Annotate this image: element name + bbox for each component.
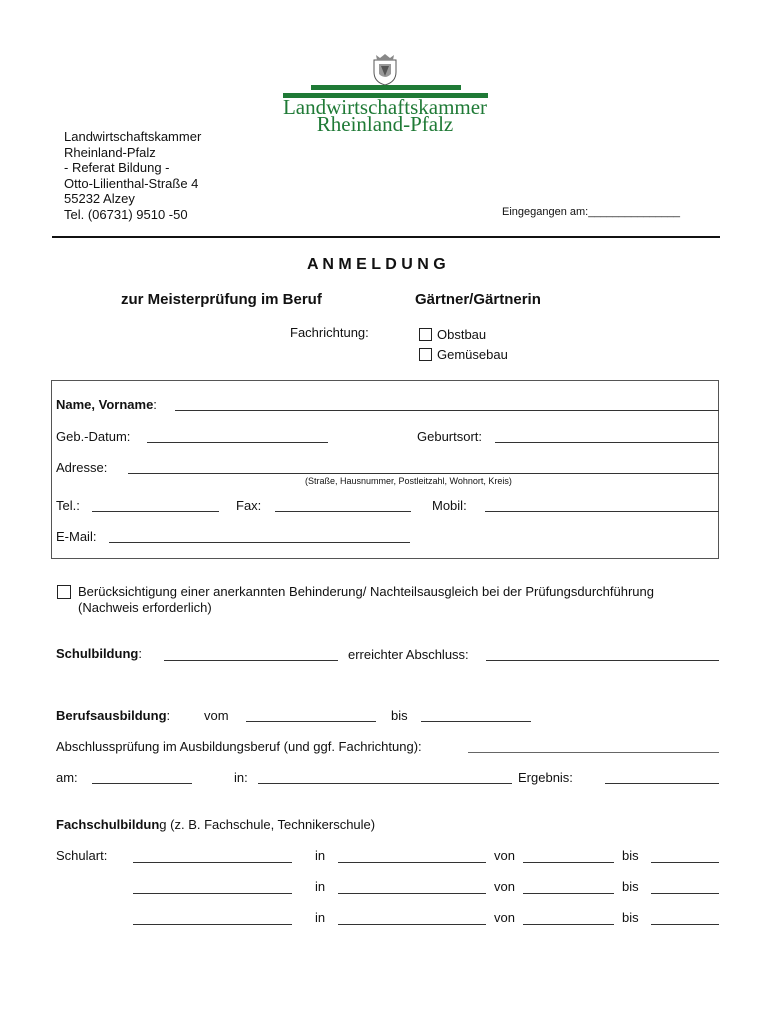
logo [283,50,488,135]
name-label-colon: : [153,397,157,412]
checkbox-gemuesebau[interactable] [419,348,432,361]
fax-field[interactable] [275,511,411,512]
school-label-colon: : [138,646,142,661]
address-line-2: Rheinland-Pfalz [64,144,156,160]
header-divider [52,236,720,238]
exam-field[interactable] [468,752,719,753]
school-from-label-3: von [494,910,515,925]
degree-field[interactable] [486,660,719,661]
school-field[interactable] [164,660,338,661]
training-label [56,708,170,723]
training-to-label: bis [391,708,408,723]
training-label-text: Berufsausbildung [56,708,167,723]
school-in-field-1[interactable] [338,862,486,863]
received-date-label[interactable]: Eingegangen am:_______________ [502,206,680,218]
dob-field[interactable] [147,442,328,443]
checkbox-disability[interactable] [57,585,71,599]
exam-result-label: Ergebnis: [518,770,573,785]
school-to-field-1[interactable] [651,862,719,863]
birthplace-label: Geburtsort: [417,429,483,444]
exam-date-label: am: [56,770,78,785]
checkbox-obstbau[interactable] [419,328,432,341]
school-type-field-3[interactable] [133,924,292,925]
school-from-field-1[interactable] [523,862,614,863]
logo-bar-top [311,85,461,90]
address-field[interactable] [128,473,719,474]
subtitle-right: Gärtner/Gärtnerin [415,291,541,308]
name-label [56,397,157,412]
school-in-label-1: in [315,848,326,863]
exam-date-field[interactable] [92,783,192,784]
school-from-label-1: von [494,848,515,863]
school-in-field-2[interactable] [338,893,486,894]
training-to-field[interactable] [421,721,531,722]
name-field[interactable] [175,410,719,411]
exam-place-label: in: [234,770,248,785]
address-line-3: - Referat Bildung - [64,160,170,175]
school-to-field-3[interactable] [651,924,719,925]
school-to-field-2[interactable] [651,893,719,894]
option-obstbau: Obstbau [437,327,487,342]
school-label [56,646,142,661]
training-from-label: vom [204,708,229,723]
address-line-5: 55232 Alzey [64,191,135,206]
logo-line1: Landwirtschaftskammer [282,95,488,119]
address-line-6: Tel. (06731) 9510 -50 [64,206,188,222]
disability-line1: Berücksichtigung einer anerkannten Behinderung/ Nachteilsausgleich bei der Prüfungsdurchführung [78,584,654,599]
coat-of-arms-icon [371,52,399,86]
sender-address [64,129,201,222]
school-to-label-3: bis [622,910,639,925]
technical-school-heading [56,817,375,832]
technical-school-label-bold: Fachschulbildun [56,817,160,832]
mobile-label: Mobil: [432,498,467,513]
birthplace-field[interactable] [495,442,719,443]
email-field[interactable] [109,542,410,543]
dob-label: Geb.-Datum: [56,429,131,444]
tel-field[interactable] [92,511,219,512]
address-line-4: Otto-Lilienthal-Straße 4 [64,175,199,191]
exam-place-field[interactable] [258,783,512,784]
training-from-field[interactable] [246,721,376,722]
disability-line2: (Nachweis erforderlich) [78,600,212,615]
school-type-label: Schulart: [56,848,108,863]
school-from-label-2: von [494,879,515,894]
email-label: E-Mail: [56,529,97,544]
tel-label: Tel.: [56,498,80,513]
training-label-colon: : [166,708,171,723]
technical-school-label-rest: g (z. B. Fachschule, Technikerschule) [159,817,376,832]
address-line-1: Landwirtschaftskammer [64,129,202,144]
school-to-label-1: bis [622,848,639,863]
mobile-field[interactable] [485,511,719,512]
school-type-field-2[interactable] [133,893,292,894]
address-label: Adresse: [56,460,108,475]
fax-label: Fax: [236,498,262,513]
school-type-field-1[interactable] [133,862,292,863]
name-label-text: Name, Vorname [56,397,154,412]
option-gemuesebau: Gemüsebau [437,347,508,362]
school-label-text: Schulbildung [56,646,139,661]
school-from-field-2[interactable] [523,893,614,894]
school-in-label-2: in [315,879,326,894]
exam-result-field[interactable] [605,783,719,784]
school-to-label-2: bis [622,879,639,894]
school-from-field-3[interactable] [523,924,614,925]
fachrichtung-label: Fachrichtung: [290,325,369,340]
address-hint: (Straße, Hausnummer, Postleitzahl, Wohnort, Kreis) [305,476,512,486]
exam-label: Abschlussprüfung im Ausbildungsberuf (und ggf. Fachrichtung): [56,739,422,754]
logo-line2: Rheinland-Pfalz [316,112,454,136]
school-in-field-3[interactable] [338,924,486,925]
subtitle-left: zur Meisterprüfung im Beruf [121,291,322,308]
degree-label: erreichter Abschluss: [348,647,469,662]
school-in-label-3: in [315,910,326,925]
form-title: A N M E L D U N G [307,256,446,273]
